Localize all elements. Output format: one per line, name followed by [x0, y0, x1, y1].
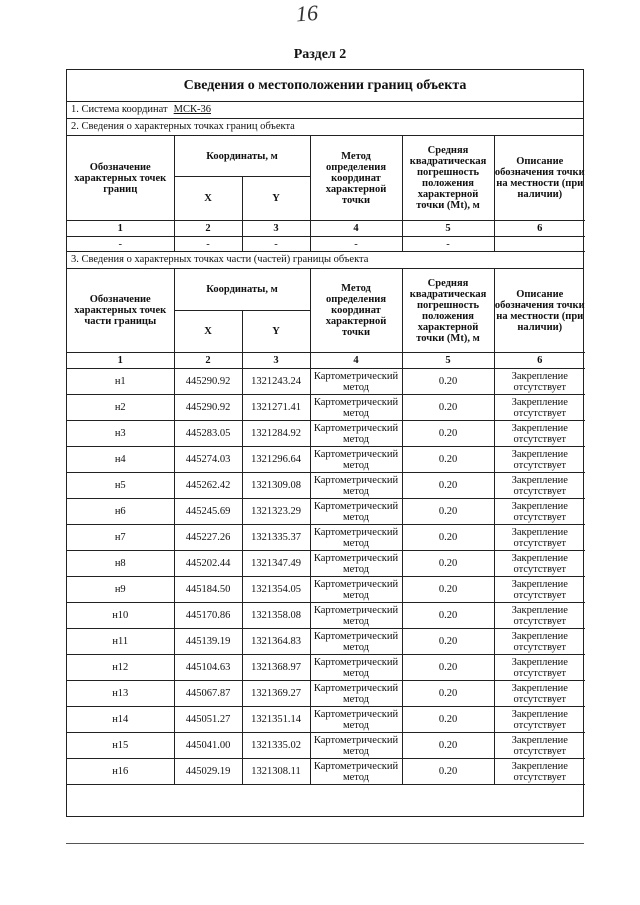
header-x: X	[174, 177, 242, 221]
empty-cell: -	[310, 237, 402, 252]
table-row	[67, 395, 585, 421]
bottom-divider	[66, 843, 584, 844]
coord-x: 445290.92	[174, 395, 242, 421]
error-value: 0.20	[402, 499, 494, 525]
empty-cell	[494, 237, 585, 252]
method: Картометрический метод	[310, 421, 402, 447]
part2-title: 2. Сведения о характерных точках границ объекта	[67, 119, 583, 136]
point-designation: н5	[67, 473, 174, 499]
header-designation: Обозначение характерных точек границ	[67, 136, 174, 221]
boundary-points-table	[67, 136, 585, 252]
column-number: 2	[174, 221, 242, 237]
column-number: 1	[67, 221, 174, 237]
table-row	[67, 499, 585, 525]
point-description: Закрепление отсутствует	[494, 447, 585, 473]
column-number: 3	[242, 221, 310, 237]
header-description: Описание обозначения точки на местности (при наличии)	[494, 269, 585, 353]
method: Картометрический метод	[310, 655, 402, 681]
table-row	[67, 681, 585, 707]
coord-x: 445139.19	[174, 629, 242, 655]
table-row	[67, 759, 585, 785]
column-number: 5	[402, 353, 494, 369]
error-value: 0.20	[402, 473, 494, 499]
table-row	[67, 655, 585, 681]
coord-y: 1321296.64	[242, 447, 310, 473]
method: Картометрический метод	[310, 603, 402, 629]
point-designation: н14	[67, 707, 174, 733]
column-number: 2	[174, 353, 242, 369]
column-number: 5	[402, 221, 494, 237]
point-designation: н16	[67, 759, 174, 785]
point-designation: н7	[67, 525, 174, 551]
method: Картометрический метод	[310, 395, 402, 421]
column-number: 3	[242, 353, 310, 369]
error-value: 0.20	[402, 369, 494, 395]
coord-x: 445227.26	[174, 525, 242, 551]
point-description: Закрепление отсутствует	[494, 733, 585, 759]
coord-x: 445041.00	[174, 733, 242, 759]
coord-y: 1321309.08	[242, 473, 310, 499]
coord-system-line	[67, 102, 583, 119]
part3-title: 3. Сведения о характерных точках части (частей) границы объекта	[67, 252, 583, 269]
part-boundary-points-table	[67, 269, 585, 785]
coord-x: 445245.69	[174, 499, 242, 525]
table-row	[67, 525, 585, 551]
error-value: 0.20	[402, 681, 494, 707]
error-value: 0.20	[402, 733, 494, 759]
point-designation: н9	[67, 577, 174, 603]
header-y: Y	[242, 177, 310, 221]
coord-x: 445262.42	[174, 473, 242, 499]
coord-x: 445283.05	[174, 421, 242, 447]
table-row	[67, 629, 585, 655]
error-value: 0.20	[402, 551, 494, 577]
coord-x: 445170.86	[174, 603, 242, 629]
header-designation: Обозначение характерных точек части границы	[67, 269, 174, 353]
column-number: 6	[494, 221, 585, 237]
point-description: Закрепление отсутствует	[494, 395, 585, 421]
method: Картометрический метод	[310, 447, 402, 473]
coord-system-label: 1. Система координат	[71, 104, 168, 115]
table-row	[67, 447, 585, 473]
error-value: 0.20	[402, 577, 494, 603]
point-description: Закрепление отсутствует	[494, 655, 585, 681]
point-designation: н6	[67, 499, 174, 525]
coord-y: 1321335.02	[242, 733, 310, 759]
header-error: Средняя квадратическая погрешность положения характерной точки (Mt), м	[402, 136, 494, 221]
coord-y: 1321308.11	[242, 759, 310, 785]
coord-x: 445202.44	[174, 551, 242, 577]
handwritten-page-number: 16	[295, 0, 319, 27]
header-coordinates: Координаты, м	[174, 269, 310, 311]
table-row	[67, 421, 585, 447]
point-designation: н10	[67, 603, 174, 629]
method: Картометрический метод	[310, 577, 402, 603]
error-value: 0.20	[402, 447, 494, 473]
point-description: Закрепление отсутствует	[494, 681, 585, 707]
error-value: 0.20	[402, 655, 494, 681]
coord-y: 1321351.14	[242, 707, 310, 733]
coord-y: 1321368.97	[242, 655, 310, 681]
column-number: 1	[67, 353, 174, 369]
header-x: X	[174, 311, 242, 353]
table-row	[67, 733, 585, 759]
column-number: 4	[310, 353, 402, 369]
point-designation: н3	[67, 421, 174, 447]
error-value: 0.20	[402, 759, 494, 785]
point-description: Закрепление отсутствует	[494, 603, 585, 629]
error-value: 0.20	[402, 395, 494, 421]
points-table-body	[67, 369, 585, 785]
point-description: Закрепление отсутствует	[494, 577, 585, 603]
section-title: Раздел 2	[293, 47, 347, 62]
method: Картометрический метод	[310, 525, 402, 551]
coord-y: 1321243.24	[242, 369, 310, 395]
header-method: Метод определения координат характерной точки	[310, 136, 402, 221]
point-description: Закрепление отсутствует	[494, 629, 585, 655]
method: Картометрический метод	[310, 681, 402, 707]
point-description: Закрепление отсутствует	[494, 369, 585, 395]
coord-x: 445274.03	[174, 447, 242, 473]
coord-y: 1321364.83	[242, 629, 310, 655]
point-designation: н12	[67, 655, 174, 681]
table-row	[67, 577, 585, 603]
point-designation: н13	[67, 681, 174, 707]
empty-cell: -	[174, 237, 242, 252]
empty-cell: -	[402, 237, 494, 252]
point-designation: н15	[67, 733, 174, 759]
coord-x: 445029.19	[174, 759, 242, 785]
point-designation: н4	[67, 447, 174, 473]
point-description: Закрепление отсутствует	[494, 525, 585, 551]
point-description: Закрепление отсутствует	[494, 499, 585, 525]
error-value: 0.20	[402, 629, 494, 655]
table-row	[67, 551, 585, 577]
column-number: 6	[494, 353, 585, 369]
header-coordinates: Координаты, м	[174, 136, 310, 177]
coord-y: 1321347.49	[242, 551, 310, 577]
header-description: Описание обозначения точки на местности (при наличии)	[494, 136, 585, 221]
point-description: Закрепление отсутствует	[494, 551, 585, 577]
method: Картометрический метод	[310, 707, 402, 733]
point-description: Закрепление отсутствует	[494, 707, 585, 733]
coord-system-value: МСК-36	[173, 104, 211, 115]
coord-y: 1321271.41	[242, 395, 310, 421]
empty-cell: -	[67, 237, 174, 252]
coord-y: 1321358.08	[242, 603, 310, 629]
coord-x: 445184.50	[174, 577, 242, 603]
coord-x: 445104.63	[174, 655, 242, 681]
empty-cell: -	[242, 237, 310, 252]
table-row	[67, 707, 585, 733]
coord-y: 1321284.92	[242, 421, 310, 447]
header-y: Y	[242, 311, 310, 353]
method: Картометрический метод	[310, 759, 402, 785]
method: Картометрический метод	[310, 369, 402, 395]
coord-x: 445290.92	[174, 369, 242, 395]
error-value: 0.20	[402, 421, 494, 447]
coord-x: 445051.27	[174, 707, 242, 733]
point-description: Закрепление отсутствует	[494, 473, 585, 499]
point-designation: н8	[67, 551, 174, 577]
table-row	[67, 603, 585, 629]
method: Картометрический метод	[310, 499, 402, 525]
point-designation: н11	[67, 629, 174, 655]
method: Картометрический метод	[310, 473, 402, 499]
header-error: Средняя квадратическая погрешность положения характерной точки (Mt), м	[402, 269, 494, 353]
error-value: 0.20	[402, 525, 494, 551]
table-row	[67, 473, 585, 499]
table-row	[67, 369, 585, 395]
column-number: 4	[310, 221, 402, 237]
method: Картометрический метод	[310, 629, 402, 655]
point-designation: н1	[67, 369, 174, 395]
blank-space	[67, 785, 583, 812]
boundary-info-frame	[66, 69, 584, 817]
point-description: Закрепление отсутствует	[494, 759, 585, 785]
header-method: Метод определения координат характерной точки	[310, 269, 402, 353]
coord-x: 445067.87	[174, 681, 242, 707]
coord-y: 1321354.05	[242, 577, 310, 603]
coord-y: 1321335.37	[242, 525, 310, 551]
error-value: 0.20	[402, 603, 494, 629]
frame-title: Сведения о местоположении границ объекта	[67, 70, 583, 102]
coord-y: 1321323.29	[242, 499, 310, 525]
coord-y: 1321369.27	[242, 681, 310, 707]
error-value: 0.20	[402, 707, 494, 733]
method: Картометрический метод	[310, 551, 402, 577]
method: Картометрический метод	[310, 733, 402, 759]
point-description: Закрепление отсутствует	[494, 421, 585, 447]
point-designation: н2	[67, 395, 174, 421]
